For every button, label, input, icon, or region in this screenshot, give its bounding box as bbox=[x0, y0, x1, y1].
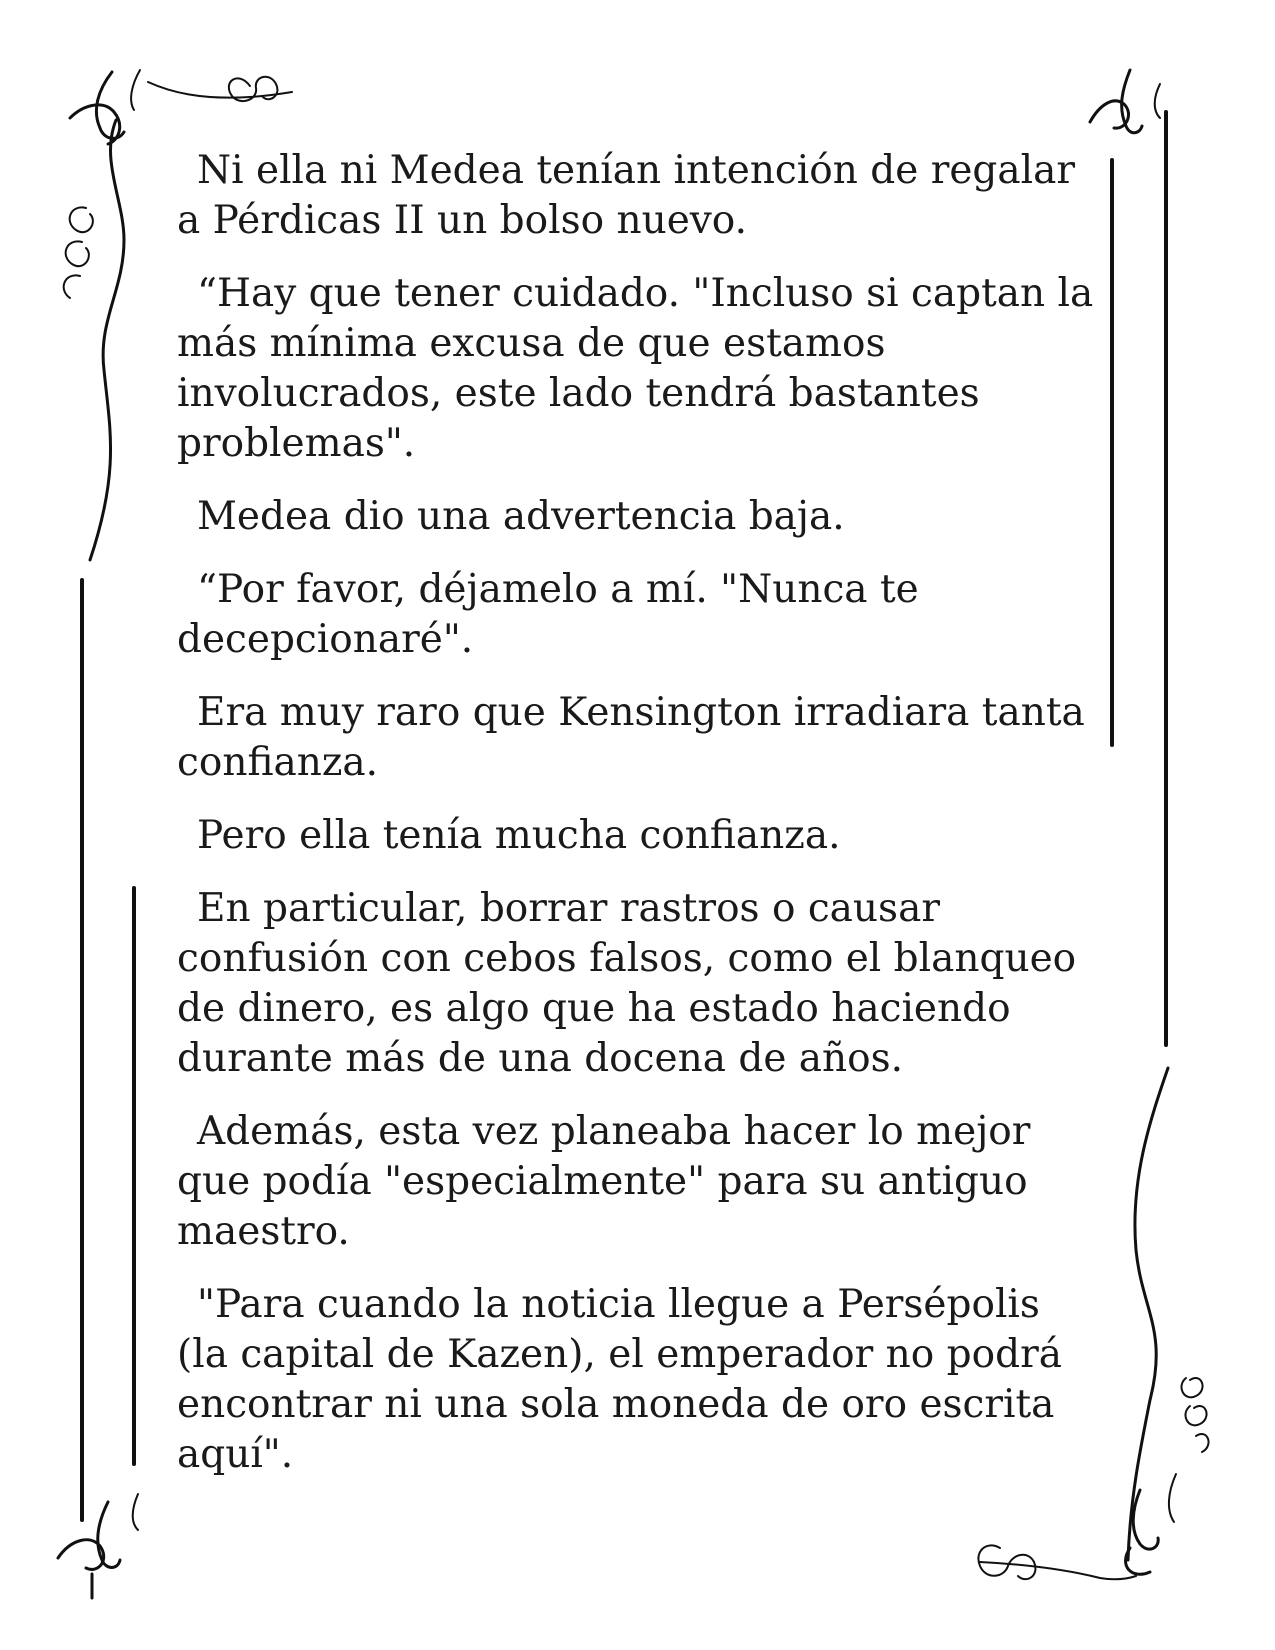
paragraph: Además, esta vez planeaba hacer lo mejor que podía "especialmente" para su antiguo maestro. bbox=[177, 1109, 1031, 1254]
paragraph: “Hay que tener cuidado. "Incluso si captan la más mínima excusa de que estamos involucrados, este lado tendrá bastantes problemas". bbox=[177, 271, 1094, 466]
paragraph: En particular, borrar rastros o causar confusión con cebos falsos, como el blanqueo de dinero, es algo que ha estado haciendo durante más de una docena de años. bbox=[177, 886, 1077, 1081]
left-rules bbox=[82, 580, 134, 1520]
page-body bbox=[177, 146, 1097, 1503]
flourish-top-right bbox=[1090, 70, 1166, 1045]
paragraph: Medea dio una advertencia baja. bbox=[197, 494, 845, 539]
paragraph: "Para cuando la noticia llegue a Persépolis (la capital de Kazen), el emperador no podrá encontrar ni una sola moneda de oro escrita aquí". bbox=[177, 1282, 1062, 1477]
paragraph: Pero ella tenía mucha confianza. bbox=[197, 813, 841, 858]
flourish-bottom-left bbox=[58, 1494, 138, 1598]
paragraph: “Por favor, déjamelo a mí. "Nunca te decepcionaré". bbox=[177, 567, 919, 662]
paragraph: Ni ella ni Medea tenían intención de regalar a Pérdicas II un bolso nuevo. bbox=[177, 148, 1075, 243]
paragraph: Era muy raro que Kensington irradiara tanta confianza. bbox=[177, 690, 1085, 785]
